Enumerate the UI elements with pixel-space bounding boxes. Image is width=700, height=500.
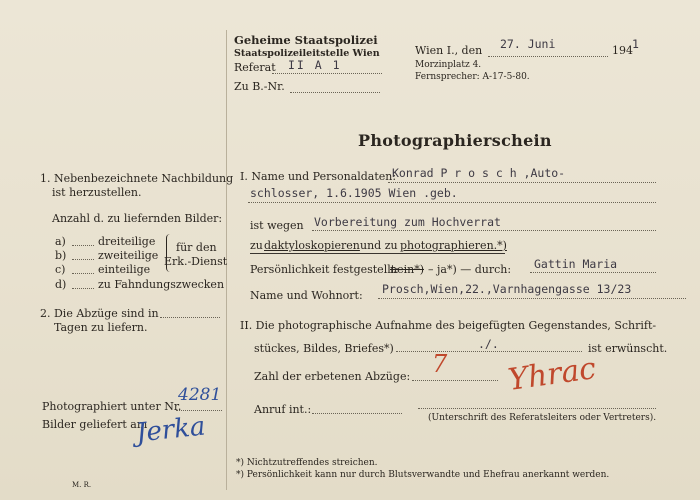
item2-line2: stückes, Bildes, Briefes*) bbox=[254, 342, 394, 355]
left-item2-line2: Tagen zu liefern. bbox=[54, 321, 148, 334]
referat-line bbox=[272, 73, 382, 74]
address-value: Prosch,Wien,22.,Varnhagengasse 13/23 bbox=[382, 282, 632, 296]
footnote-2: *) Persönlichkeit kann nur durch Blutsverwandte und Ehefrau anerkannt werden. bbox=[236, 470, 610, 480]
item2-line1: II. Die photographische Aufnahme des beigefügten Gegenstandes, Schrift- bbox=[240, 319, 657, 332]
footnote-1: *) Nichtzutreffendes streichen. bbox=[236, 458, 378, 468]
option-d-line bbox=[72, 288, 94, 289]
identity-value: Gattin Maria bbox=[534, 257, 618, 271]
action-photograph: photographieren.*) bbox=[400, 239, 507, 252]
option-b-text: zweiteilige bbox=[98, 249, 159, 262]
referat-value: II A 1 bbox=[288, 58, 342, 72]
address-rule bbox=[378, 298, 686, 299]
agency-name: Geheime Staatspolizei bbox=[234, 33, 378, 47]
form-title: Photographierschein bbox=[358, 131, 552, 150]
photographed-number: 4281 bbox=[178, 385, 222, 405]
place-label: Wien I., den bbox=[415, 44, 483, 57]
option-b-line bbox=[72, 259, 94, 260]
left-item2-line bbox=[160, 317, 220, 318]
delivered-signature: Jerka bbox=[134, 411, 207, 449]
item2-rule bbox=[396, 351, 582, 352]
left-item1-line2: ist herzustellen. bbox=[52, 186, 142, 199]
item2-value: ./. bbox=[478, 337, 499, 351]
date-line bbox=[488, 56, 608, 57]
name-line1-rule bbox=[388, 182, 656, 183]
identity-rest: – ja*) — durch: bbox=[428, 263, 512, 276]
signature-rule bbox=[418, 408, 656, 409]
option-c-line bbox=[72, 273, 94, 274]
image-count-label: Anzahl d. zu liefernden Bilder: bbox=[52, 212, 223, 225]
call-rule bbox=[312, 413, 402, 414]
reason-rule bbox=[312, 230, 656, 231]
ref-number-label: Zu B.-Nr. bbox=[234, 80, 285, 93]
ref-number-line bbox=[290, 92, 380, 93]
delivered-label: Bilder geliefert am bbox=[42, 418, 148, 431]
action-underline bbox=[250, 253, 505, 254]
referat-label: Referat bbox=[234, 61, 276, 74]
year-suffix: 1 bbox=[632, 37, 639, 51]
address: Morzinplatz 4. bbox=[415, 60, 482, 70]
head-signature: Yhrac bbox=[505, 351, 599, 398]
option-b-letter: b) bbox=[55, 249, 67, 262]
date-day: 27. Juni bbox=[500, 37, 556, 51]
copies-label: Zahl der erbetenen Abzüge: bbox=[254, 370, 411, 383]
phone: Fernsprecher: A-17-5-80. bbox=[415, 72, 530, 82]
option-d-text: zu Fahndungszwecken bbox=[98, 278, 225, 291]
option-a-line bbox=[72, 245, 94, 246]
action-prefix: zu bbox=[250, 239, 263, 252]
identity-rule bbox=[530, 272, 656, 273]
action-fingerprint: daktyloskopieren bbox=[264, 239, 360, 252]
name-line2-rule bbox=[248, 202, 656, 203]
copies-rule bbox=[412, 380, 498, 381]
signature-caption: (Unterschrift des Referatsleiters oder Vertreters). bbox=[428, 413, 657, 423]
office-name: Staatspolizeileitstelle Wien bbox=[234, 48, 380, 59]
item2-end: ist erwünscht. bbox=[588, 342, 668, 355]
option-d-letter: d) bbox=[55, 278, 67, 291]
year-prefix: 194 bbox=[612, 44, 633, 57]
brace-line2: Erk.-Dienst bbox=[164, 255, 228, 268]
identity-label: Persönlichkeit festgestellt: bbox=[250, 263, 399, 276]
left-item1-line1: 1. Nebenbezeichnete Nachbildung bbox=[40, 172, 234, 185]
photographed-label: Photographiert unter Nr. bbox=[42, 400, 182, 413]
action-mid: und zu bbox=[360, 239, 398, 252]
address-label: Name und Wohnort: bbox=[250, 289, 363, 302]
call-label: Anruf int.: bbox=[254, 403, 312, 416]
option-c-letter: c) bbox=[55, 263, 66, 276]
name-line2: schlosser, 1.6.1905 Wien .geb. bbox=[250, 186, 458, 200]
brace-line1: für den bbox=[176, 241, 217, 254]
footer-code: M. R. bbox=[72, 481, 92, 489]
left-item2-line1: 2. Die Abzüge sind in bbox=[40, 307, 159, 320]
option-c-text: einteilige bbox=[98, 263, 151, 276]
name-line1: Konrad P r o s c h ,Auto- bbox=[392, 166, 566, 180]
name-label: I. Name und Personaldaten: bbox=[240, 170, 397, 183]
copies-value: 7 bbox=[432, 350, 448, 378]
option-a-text: dreiteilige bbox=[98, 235, 156, 248]
option-a-letter: a) bbox=[55, 235, 66, 248]
identity-no: nein*) bbox=[390, 263, 424, 276]
reason-value: Vorbereitung zum Hochverrat bbox=[314, 215, 501, 229]
reason-label: ist wegen bbox=[250, 219, 304, 232]
